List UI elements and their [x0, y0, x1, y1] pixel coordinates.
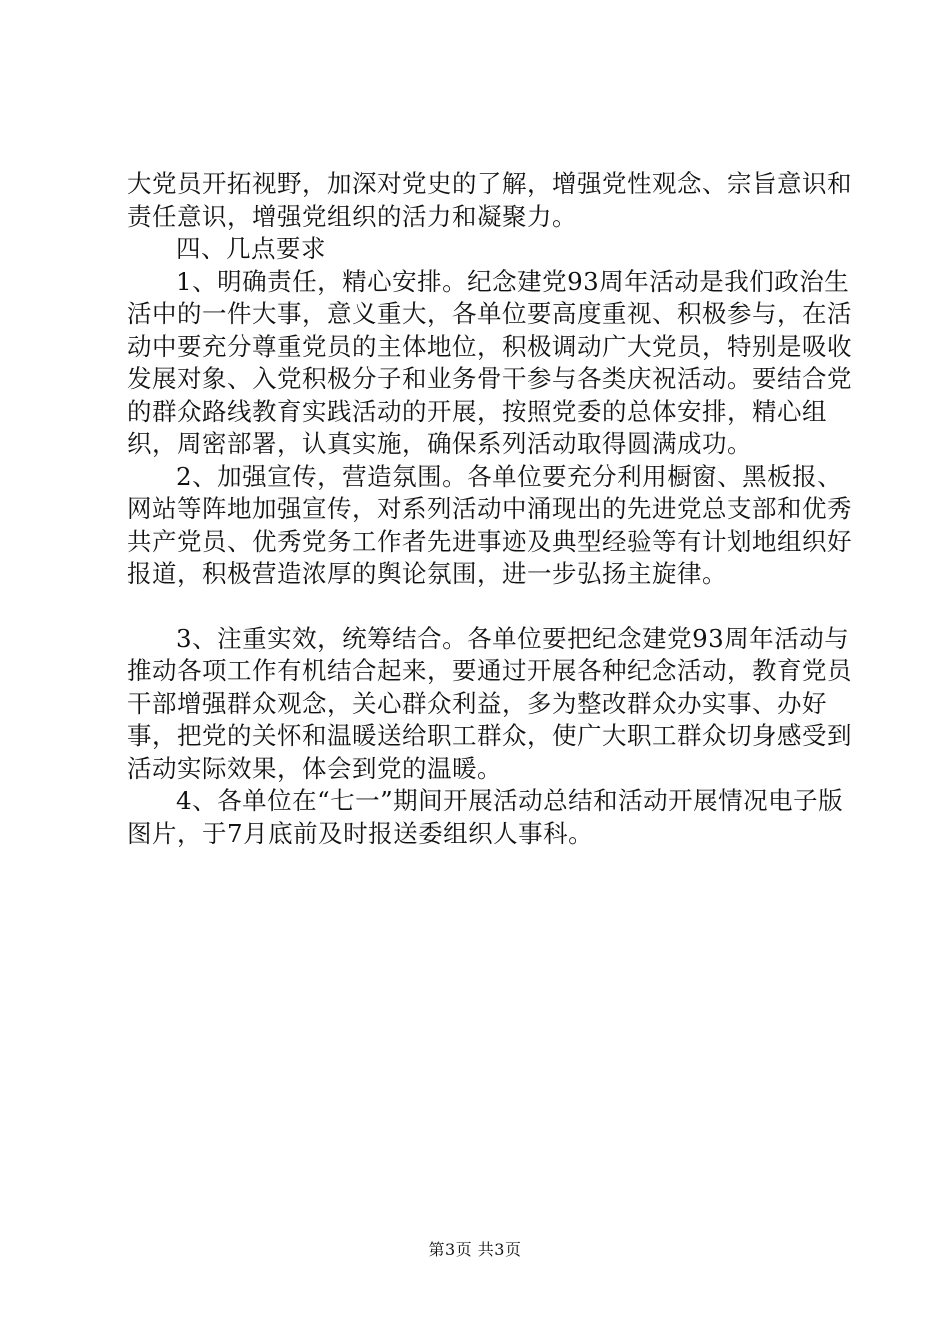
paragraph-continued: 大党员开拓视野，加深对党史的了解，增强党性观念、宗旨意识和责任意识，增强党组织的活力和凝聚力。 — [127, 169, 852, 231]
paragraph-requirement-1: 1、明确责任，精心安排。纪念建党93周年活动是我们政治生活中的一件大事，意义重大，各单位要高度重视、积极参与，在活动中要充分尊重党员的主体地位，积极调动广大党员，特别是吸收发展对象、入党积极分子和业务骨干参与各类庆祝活动。要结合党的群众路线教育实践活动的开展，按照党委的总体安排，精心组织，周密部署，认真实施，确保系列活动取得圆满成功。 — [127, 266, 852, 458]
paragraph-requirement-4: 4、各单位在“七一”期间开展活动总结和活动开展情况电子版图片，于7月底前及时报送委组织人事科。 — [127, 786, 844, 848]
paragraph-requirement-3: 3、注重实效，统筹结合。各单位要把纪念建党93周年活动与推动各项工作有机结合起来，要通过开展各种纪念活动，教育党员干部增强群众观念，关心群众利益，多为整改群众办实事、办好事，把党的关怀和温暖送给职工群众，使广大职工群众切身感受到活动实际效果，体会到党的温暖。 — [127, 623, 852, 783]
document-body — [127, 168, 852, 850]
paragraph-requirement-2: 2、加强宣传，营造氛围。各单位要充分利用橱窗、黑板报、网站等阵地加强宣传，对系列活动中涌现出的先进党总支部和优秀共产党员、优秀党务工作者先进事迹及典型经验等有计划地组织好报道，积极营造浓厚的舆论氛围，进一步弘扬主旋律。 — [127, 461, 852, 588]
page-footer — [0, 1240, 950, 1260]
page-number-label: 第3页 共3页 — [428, 1240, 522, 1259]
section-heading-requirements: 四、几点要求 — [176, 234, 326, 263]
